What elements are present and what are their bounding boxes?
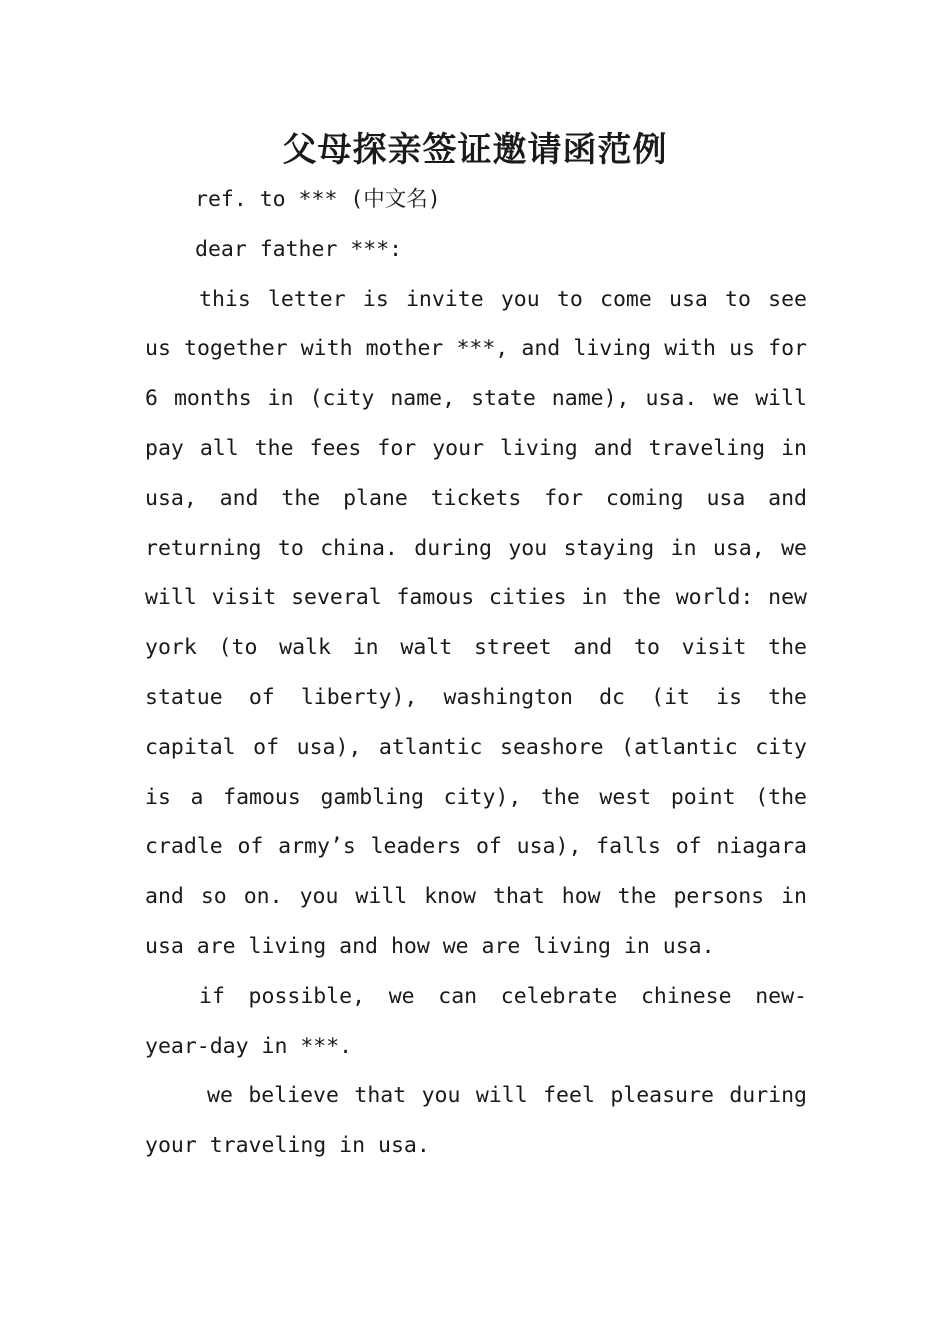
document-title: 父母探亲签证邀请函范例: [282, 130, 668, 170]
letter-body: [145, 175, 807, 1171]
body-paragraph-invitation: this letter is invite you to come usa to see us together with mother ***, and living with us for 6 months in (city name, state name), usa. we will pay all the fees for your living and traveling in usa, and the plane tickets for coming usa and returning to china. during you staying in usa, we will visit several famous cities in the world: new york (to walk in walt street and to visit the statue of liberty), washington dc (it is the capital of usa), atlantic seashore (atlantic city is a famous gambling city), the west point (the cradle of army’s leaders of usa), falls of niagara and so on. you will know that how the persons in usa are living and how we are living in usa.: [145, 286, 807, 959]
reference-line: ref. to *** (中文名): [195, 187, 441, 212]
body-paragraph-new-year: if possible, we can celebrate chinese new-year-day in ***.: [145, 983, 807, 1059]
salutation: dear father ***:: [195, 236, 403, 262]
body-paragraph-closing: we believe that you will feel pleasure during your traveling in usa.: [145, 1083, 807, 1159]
